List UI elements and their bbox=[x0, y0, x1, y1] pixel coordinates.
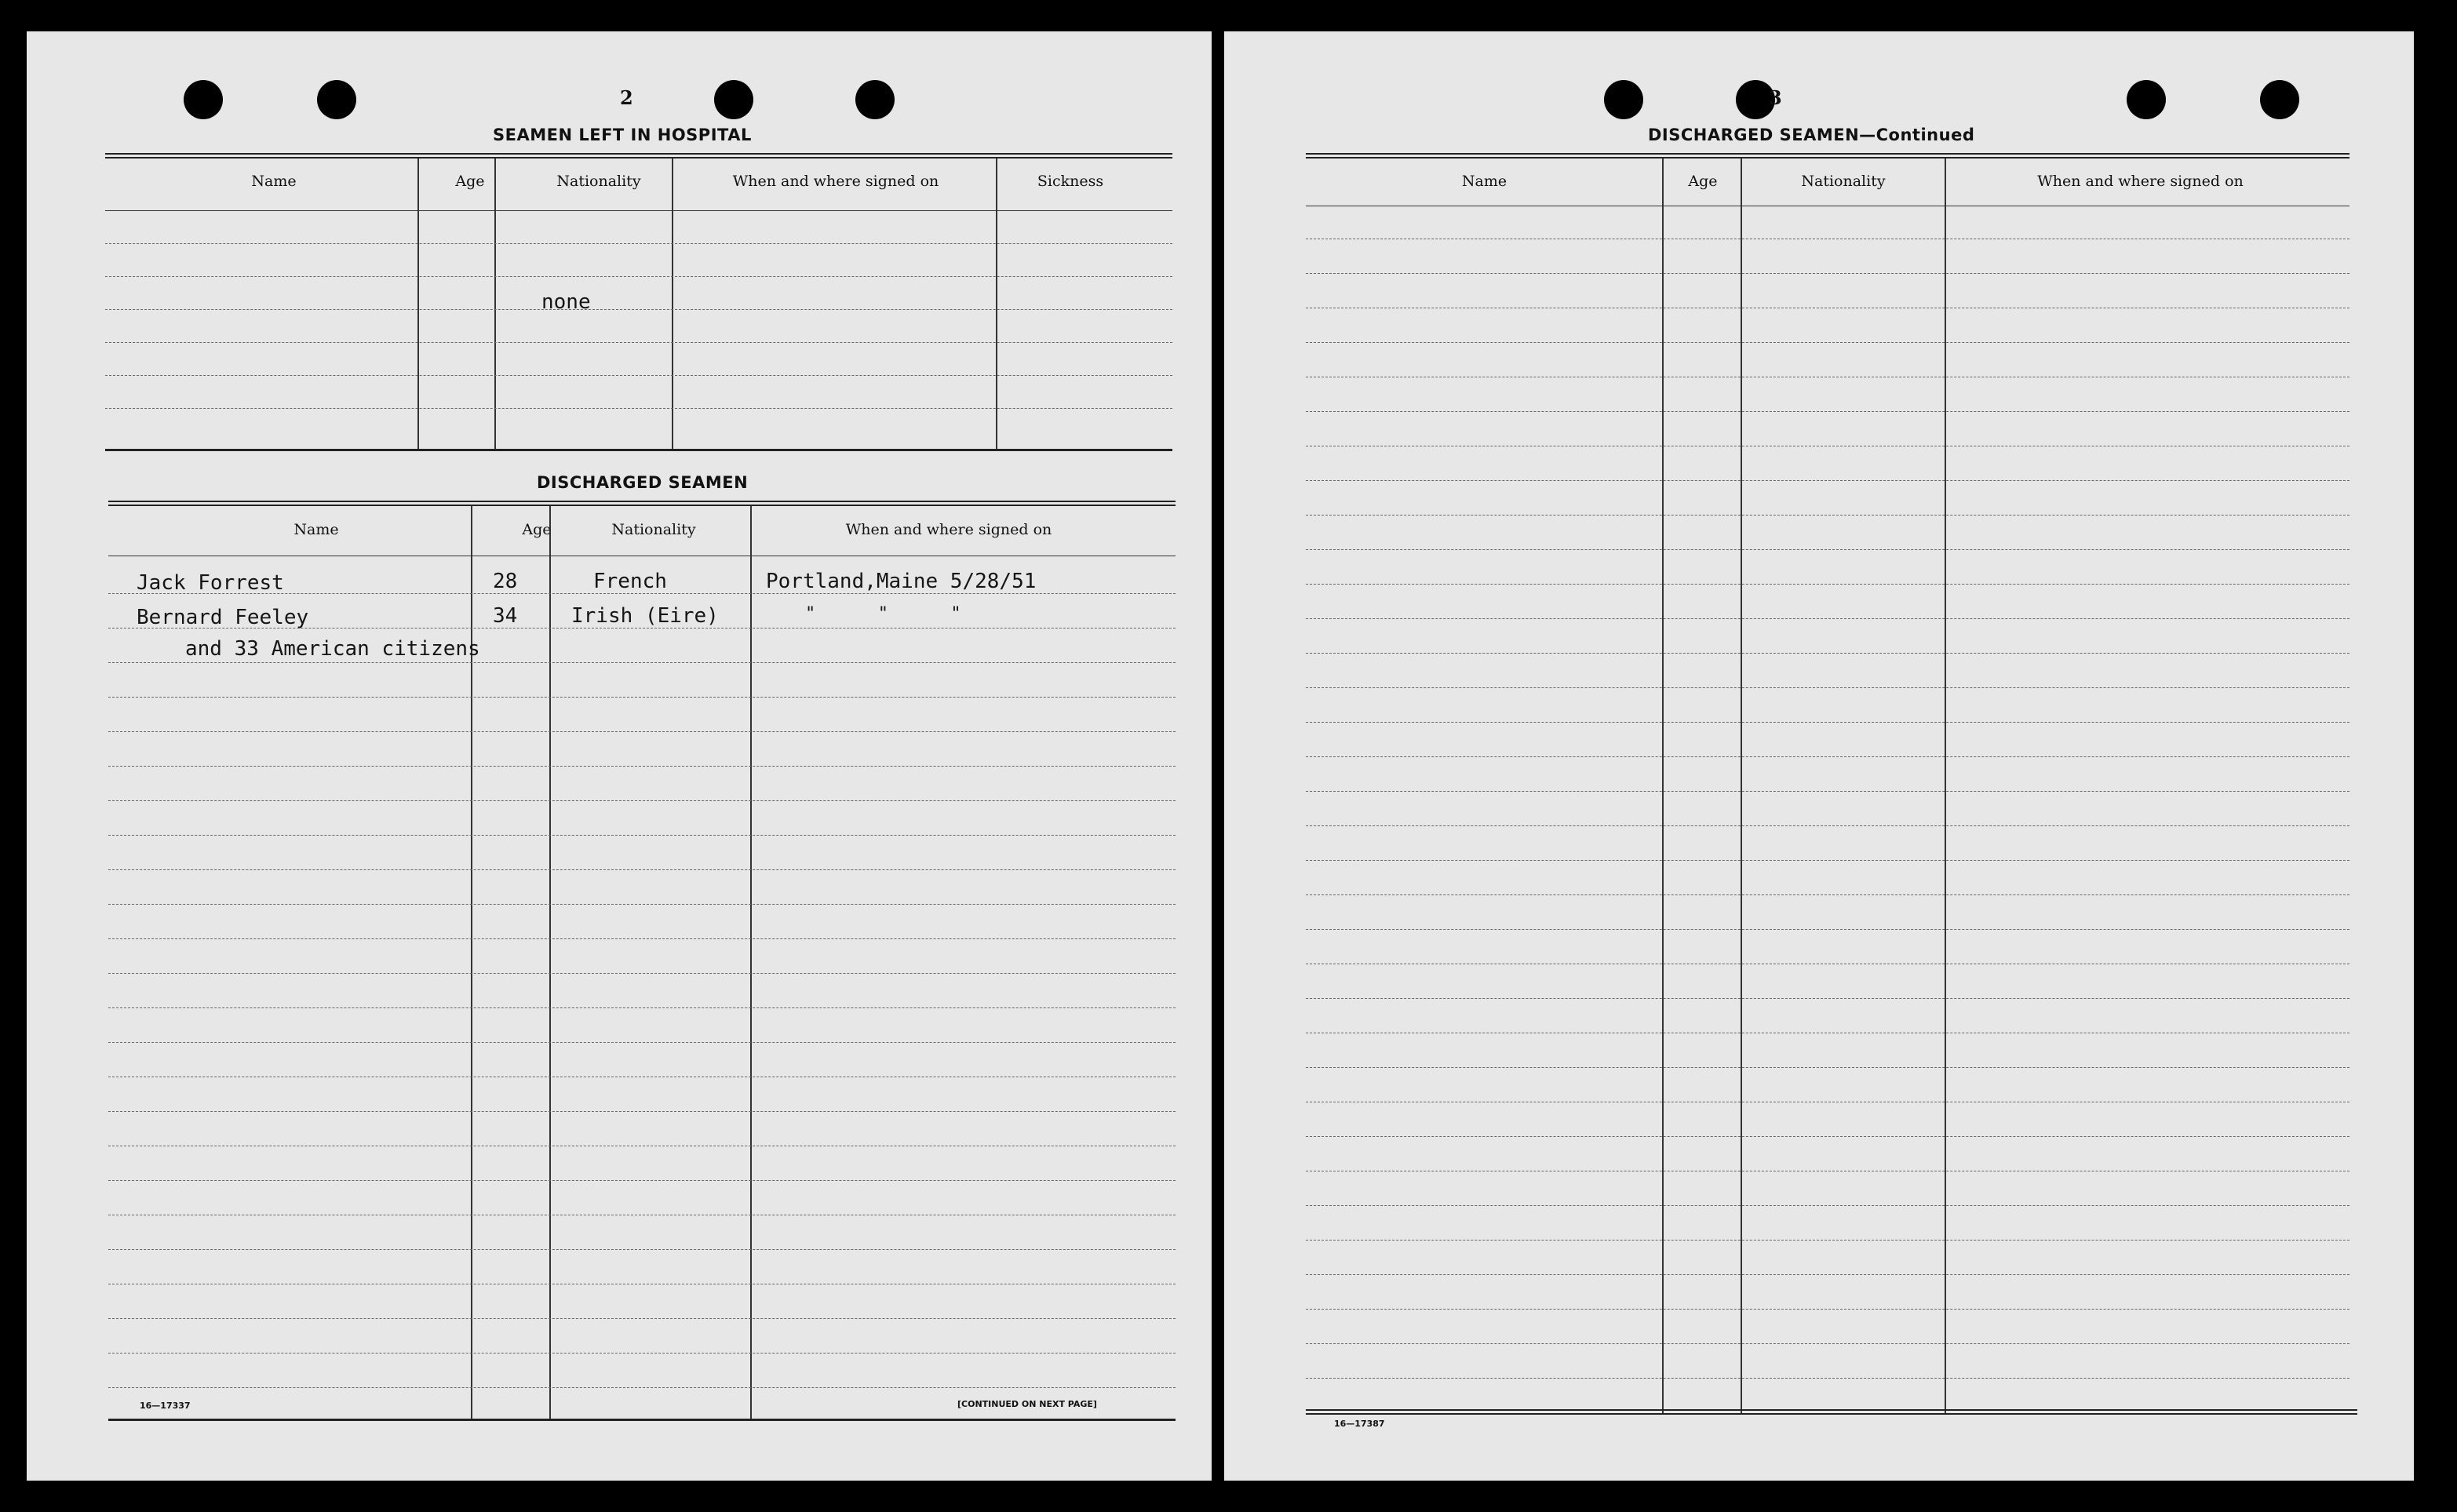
punch-hole bbox=[855, 80, 895, 119]
ditto-marks: " " " bbox=[805, 604, 961, 624]
hospital-line bbox=[105, 309, 1172, 310]
ruled-line bbox=[1306, 1205, 2349, 1206]
continued-col-age: Age bbox=[1688, 173, 1718, 190]
seaman-nationality: French bbox=[593, 570, 667, 593]
ruled-line bbox=[1306, 653, 2349, 654]
continued-bottom-rule bbox=[1306, 1409, 2357, 1415]
ruled-line bbox=[108, 662, 1176, 663]
hospital-col-sickness: Sickness bbox=[1037, 173, 1104, 190]
continued-divider bbox=[1741, 158, 1742, 1414]
seaman-age: 34 bbox=[493, 604, 518, 628]
discharged-note: and 33 American citizens bbox=[185, 637, 480, 661]
punch-hole bbox=[2260, 80, 2299, 119]
seaman-nationality: Irish (Eire) bbox=[571, 604, 719, 628]
ruled-line bbox=[1306, 687, 2349, 688]
ruled-line bbox=[108, 766, 1176, 767]
hospital-col-age: Age bbox=[455, 173, 485, 190]
ruled-line bbox=[1306, 929, 2349, 930]
punch-hole bbox=[184, 80, 223, 119]
hospital-header-rule bbox=[105, 210, 1172, 211]
ruled-line bbox=[1306, 825, 2349, 826]
continued-col-name: Name bbox=[1461, 173, 1507, 190]
ruled-line bbox=[1306, 584, 2349, 585]
discharged-bottom-rule bbox=[108, 1419, 1176, 1421]
hospital-line bbox=[105, 408, 1172, 409]
continued-col-signed-on: When and where signed on bbox=[2037, 173, 2244, 190]
ruled-line bbox=[1306, 860, 2349, 861]
continued-col-nationality: Nationality bbox=[1801, 173, 1886, 190]
ruled-line bbox=[108, 1249, 1176, 1250]
ruled-line bbox=[1306, 480, 2349, 481]
discharged-col-signed-on: When and where signed on bbox=[845, 521, 1052, 538]
hospital-entry: none bbox=[541, 290, 591, 314]
ruled-line bbox=[1306, 1309, 2349, 1310]
discharged-continued-title: DISCHARGED SEAMEN—Continued bbox=[1648, 126, 1975, 144]
form-number: 16—17387 bbox=[1334, 1419, 1385, 1429]
discharged-top-rule bbox=[108, 501, 1176, 506]
ruled-line bbox=[1306, 791, 2349, 792]
left-page bbox=[27, 31, 1212, 1481]
ruled-line bbox=[108, 1387, 1176, 1388]
discharged-col-age: Age bbox=[522, 521, 552, 538]
hospital-divider bbox=[996, 158, 997, 449]
ruled-line bbox=[1306, 1136, 2349, 1137]
ruled-line bbox=[108, 731, 1176, 732]
seaman-age: 28 bbox=[493, 570, 518, 593]
ruled-line bbox=[1306, 1274, 2349, 1275]
punch-hole bbox=[1604, 80, 1643, 119]
ruled-line bbox=[108, 938, 1176, 939]
ruled-line bbox=[108, 904, 1176, 905]
ruled-line bbox=[108, 1353, 1176, 1354]
page-number: 3 bbox=[1769, 86, 1782, 109]
hospital-divider bbox=[417, 158, 419, 449]
hospital-divider bbox=[494, 158, 496, 449]
seaman-name: Bernard Feeley bbox=[137, 606, 309, 629]
ruled-line bbox=[108, 869, 1176, 870]
ruled-line bbox=[108, 1007, 1176, 1008]
punch-hole bbox=[2127, 80, 2166, 119]
ruled-line bbox=[108, 1042, 1176, 1043]
hospital-col-nationality: Nationality bbox=[556, 173, 641, 190]
hospital-line bbox=[105, 243, 1172, 244]
ruled-line bbox=[1306, 756, 2349, 757]
ruled-line bbox=[108, 697, 1176, 698]
ruled-line bbox=[108, 835, 1176, 836]
hospital-col-signed-on: When and where signed on bbox=[732, 173, 939, 190]
ruled-line bbox=[1306, 1240, 2349, 1241]
hospital-section-title: SEAMEN LEFT IN HOSPITAL bbox=[493, 126, 752, 144]
hospital-top-rule bbox=[105, 153, 1172, 158]
hospital-line bbox=[105, 342, 1172, 343]
ruled-line bbox=[1306, 549, 2349, 550]
ruled-line bbox=[1306, 618, 2349, 619]
page-gutter bbox=[1212, 31, 1224, 1481]
ruled-line bbox=[108, 1111, 1176, 1112]
continued-divider bbox=[1662, 158, 1664, 1414]
discharged-col-nationality: Nationality bbox=[611, 521, 696, 538]
ruled-line bbox=[108, 800, 1176, 801]
discharged-section-title: DISCHARGED SEAMEN bbox=[537, 473, 749, 492]
ruled-line bbox=[1306, 273, 2349, 274]
ruled-line bbox=[1306, 1378, 2349, 1379]
hospital-bottom-rule bbox=[105, 449, 1172, 451]
ruled-line bbox=[1306, 1343, 2349, 1344]
ruled-line bbox=[1306, 894, 2349, 895]
form-number: 16—17337 bbox=[140, 1401, 191, 1411]
ruled-line bbox=[1306, 1067, 2349, 1068]
continued-top-rule bbox=[1306, 153, 2349, 158]
punch-hole bbox=[714, 80, 753, 119]
ruled-line bbox=[1306, 411, 2349, 412]
ruled-line bbox=[108, 1180, 1176, 1181]
ruled-line bbox=[1306, 342, 2349, 343]
ruled-line bbox=[108, 973, 1176, 974]
continued-divider bbox=[1945, 158, 1946, 1414]
discharged-col-name: Name bbox=[293, 521, 339, 538]
hospital-line bbox=[105, 375, 1172, 376]
ruled-line bbox=[108, 1318, 1176, 1319]
hospital-divider bbox=[672, 158, 673, 449]
ruled-line bbox=[1306, 722, 2349, 723]
hospital-col-name: Name bbox=[251, 173, 297, 190]
ruled-line bbox=[1306, 998, 2349, 999]
seaman-signed-on: Portland,Maine 5/28/51 bbox=[766, 570, 1037, 593]
right-page bbox=[1224, 31, 2414, 1481]
page-number: 2 bbox=[620, 86, 633, 109]
seaman-name: Jack Forrest bbox=[137, 571, 284, 595]
punch-hole bbox=[317, 80, 356, 119]
continued-note: [CONTINUED ON NEXT PAGE] bbox=[957, 1399, 1097, 1409]
ruled-line bbox=[1306, 515, 2349, 516]
hospital-line bbox=[105, 276, 1172, 277]
